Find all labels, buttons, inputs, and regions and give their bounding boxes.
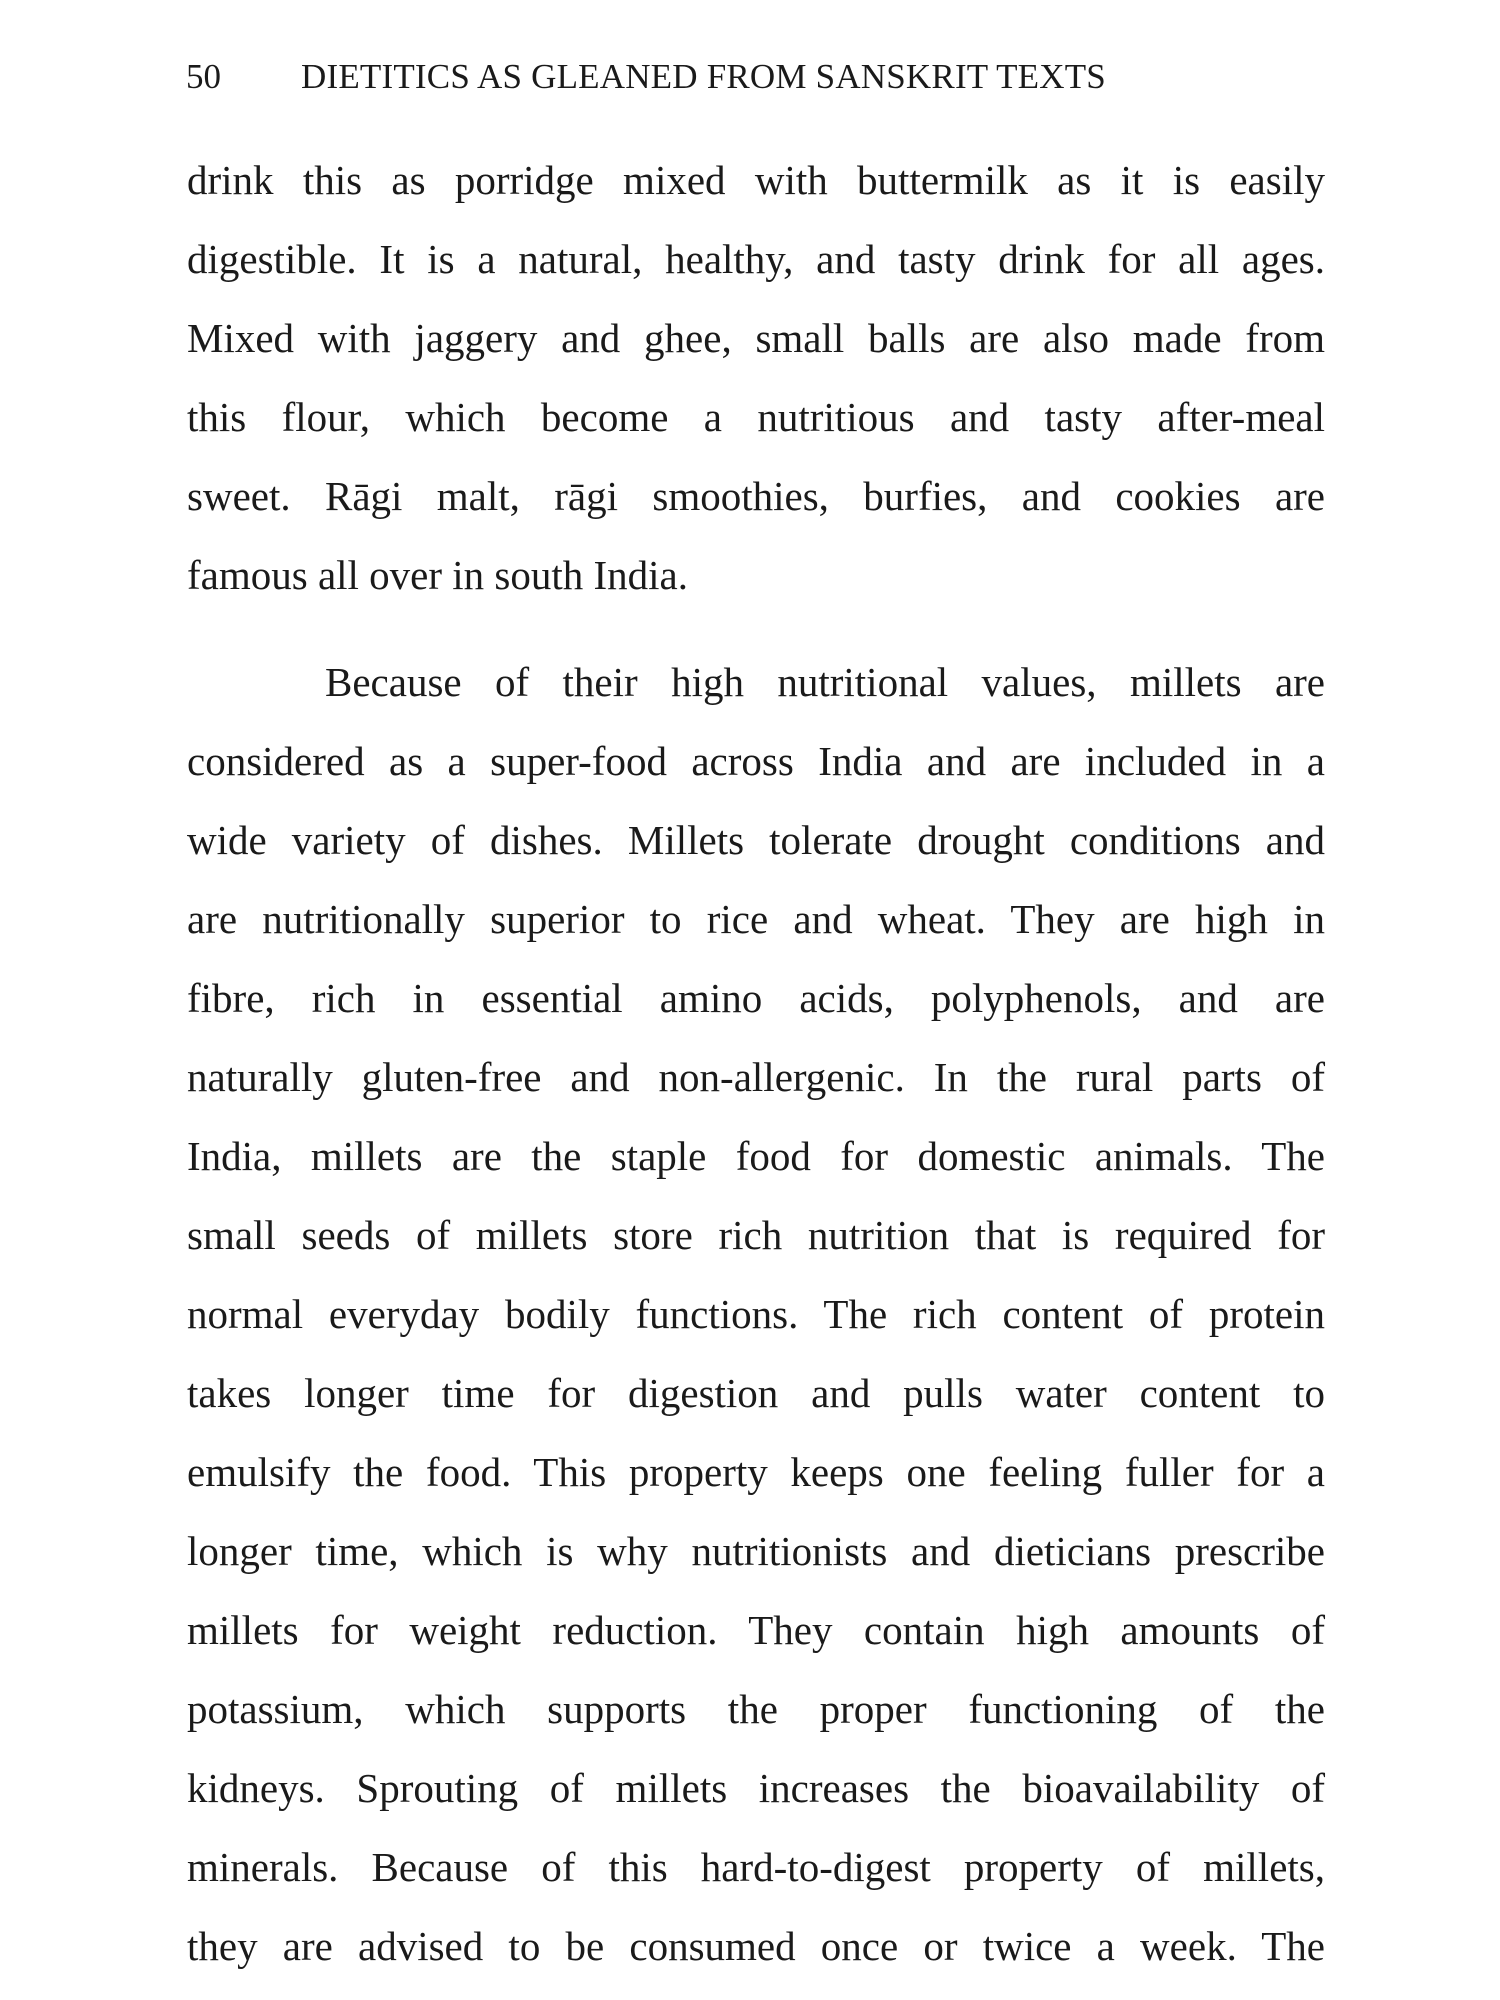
text-line: normal everyday bodily functions. The rich content of protein: [187, 1291, 1325, 1337]
text-line: drink this as porridge mixed with buttermilk as it is easily: [187, 157, 1325, 203]
text-line: naturally gluten-free and non-allergenic. In the rural parts of: [187, 1054, 1325, 1100]
text-line: longer time, which is why nutritionists and dieticians prescribe: [187, 1528, 1325, 1574]
text-line: they are advised to be consumed once or twice a week. The: [187, 1923, 1325, 1969]
text-line: digestible. It is a natural, healthy, and tasty drink for all ages.: [187, 236, 1325, 282]
book-title: DIETITICS AS GLEANED FROM SANSKRIT TEXTS: [301, 57, 1106, 96]
text-line: takes longer time for digestion and pulls water content to: [187, 1370, 1325, 1416]
text-line: India, millets are the staple food for domestic animals. The: [187, 1133, 1325, 1179]
text-line: millets for weight reduction. They contain high amounts of: [187, 1607, 1325, 1653]
text-line: sweet. Rāgi malt, rāgi smoothies, burfies, and cookies are: [187, 473, 1325, 519]
text-line: fibre, rich in essential amino acids, polyphenols, and are: [187, 975, 1325, 1021]
paragraph-1: [187, 141, 1325, 615]
text-line: kidneys. Sprouting of millets increases the bioavailability of: [187, 1765, 1325, 1811]
text-line: wide variety of dishes. Millets tolerate drought conditions and: [187, 817, 1325, 863]
text-line: emulsify the food. This property keeps one feeling fuller for a: [187, 1449, 1325, 1495]
text-line: are nutritionally superior to rice and wheat. They are high in: [187, 896, 1325, 942]
text-line: small seeds of millets store rich nutrition that is required for: [187, 1212, 1325, 1258]
text-line: Mixed with jaggery and ghee, small balls are also made from: [187, 315, 1325, 361]
text-line: famous all over in south India.: [187, 552, 689, 598]
text-line: considered as a super-food across India and are included in a: [187, 738, 1325, 784]
text-line: Because of their high nutritional values, millets are: [325, 659, 1325, 705]
text-line: this flour, which become a nutritious and tasty after-meal: [187, 394, 1325, 440]
running-head: [186, 52, 1326, 102]
page-number: 50: [186, 57, 221, 96]
text-line: potassium, which supports the proper functioning of the: [187, 1686, 1325, 1732]
paragraph-2: [187, 643, 1325, 1986]
text-line: minerals. Because of this hard-to-digest property of millets,: [187, 1844, 1325, 1890]
